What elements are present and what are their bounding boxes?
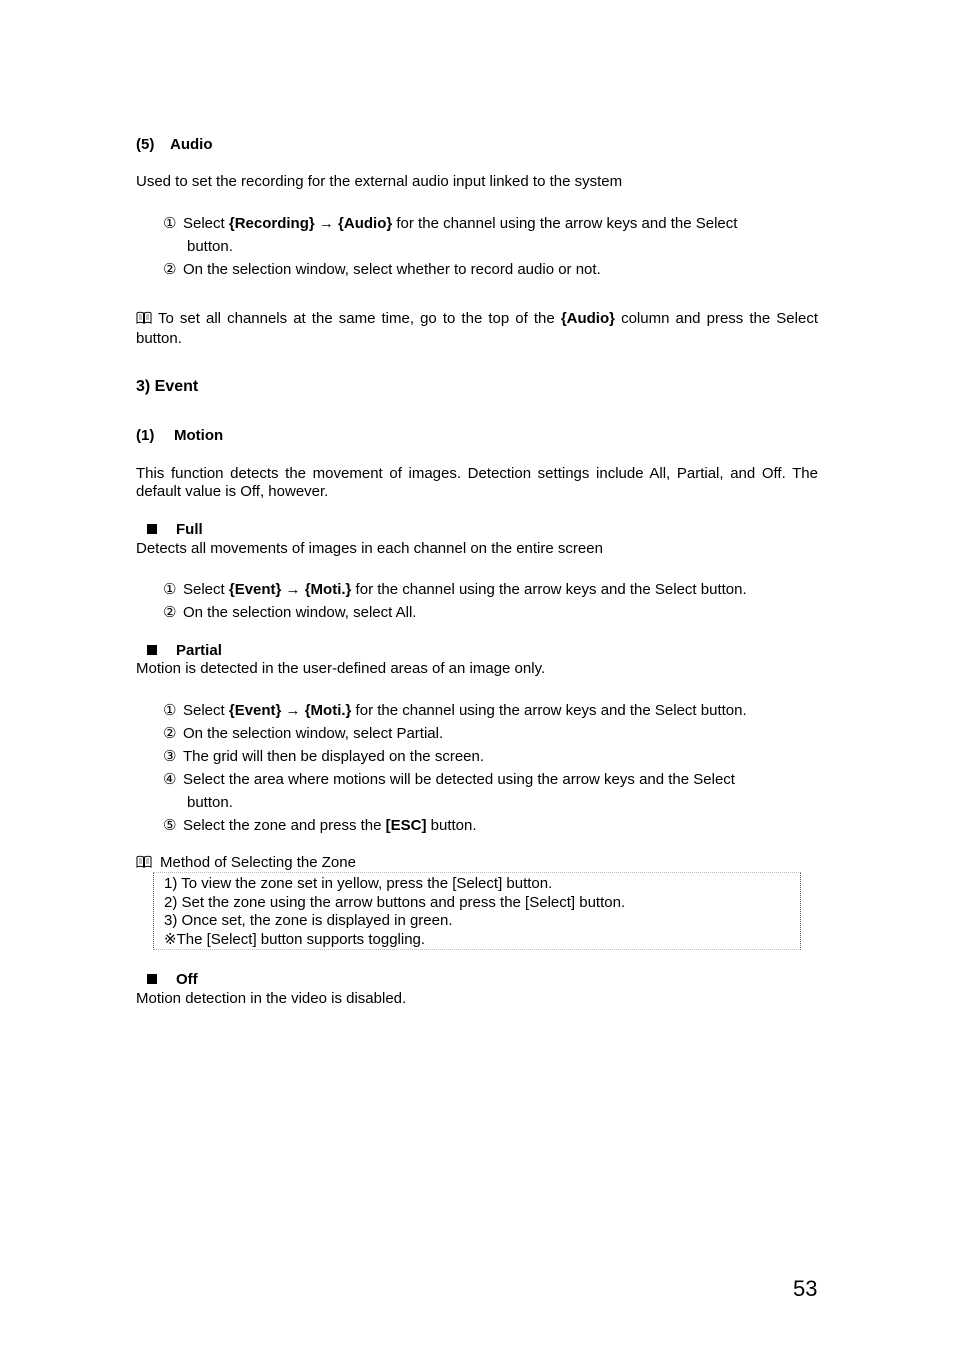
partial-step-1: ① Select {Event} → {Moti.} for the channel using the arrow keys and the Select button. [163, 702, 747, 719]
partial-step-3: ③ The grid will then be displayed on the screen. [163, 748, 485, 765]
audio-note: To set all channels at the same time, go to the top of the {Audio} column and press the Select button. [136, 310, 818, 347]
square-bullet-icon [147, 524, 157, 534]
event-heading: 3) Event [136, 378, 199, 395]
partial-step-4-cont: button. [187, 794, 233, 811]
partial-bullet: Partial [147, 642, 222, 660]
zone-note-title: Method of Selecting the Zone [136, 854, 818, 874]
partial-step-4: ④ Select the area where motions will be detected using the arrow keys and the Select [163, 771, 735, 788]
full-bullet: Full [147, 521, 203, 539]
audio-heading: (5) Audio [136, 136, 213, 153]
book-icon [136, 311, 158, 330]
zone-line-2: 2) Set the zone using the arrow buttons and press the [Select] button. [164, 894, 626, 911]
full-step-1: ① Select {Event} → {Moti.} for the channel using the arrow keys and the Select button. [163, 581, 747, 598]
motion-intro: This function detects the movement of images. Detection settings include All, Partial, and Off. The default value is Off, however. [136, 465, 818, 500]
motion-heading: (1) Motion [136, 427, 224, 444]
partial-step-5: ⑤ Select the zone and press the [ESC] button. [163, 817, 477, 834]
audio-step-2: ② On the selection window, select whether to record audio or not. [163, 261, 601, 278]
audio-step-1: ① Select {Recording} → {Audio} for the channel using the arrow keys and the Select [163, 215, 738, 232]
square-bullet-icon [147, 645, 157, 655]
off-bullet: Off [147, 971, 198, 989]
zone-line-1: 1) To view the zone set in yellow, press the [Select] button. [164, 875, 553, 892]
page-number: 53 [793, 1276, 818, 1301]
full-desc: Detects all movements of images in each channel on the entire screen [136, 540, 603, 557]
audio-intro: Used to set the recording for the external audio input linked to the system [136, 173, 623, 190]
zone-line-3: 3) Once set, the zone is displayed in green. [164, 912, 453, 929]
partial-desc: Motion is detected in the user-defined areas of an image only. [136, 660, 546, 677]
partial-step-2: ② On the selection window, select Partial. [163, 725, 444, 742]
off-desc: Motion detection in the video is disabled. [136, 990, 407, 1007]
square-bullet-icon [147, 974, 157, 984]
zone-line-4: ※The [Select] button supports toggling. [164, 931, 426, 948]
zone-note-box [153, 872, 801, 950]
audio-step-1-cont: button. [187, 238, 233, 255]
full-step-2: ② On the selection window, select All. [163, 604, 417, 621]
